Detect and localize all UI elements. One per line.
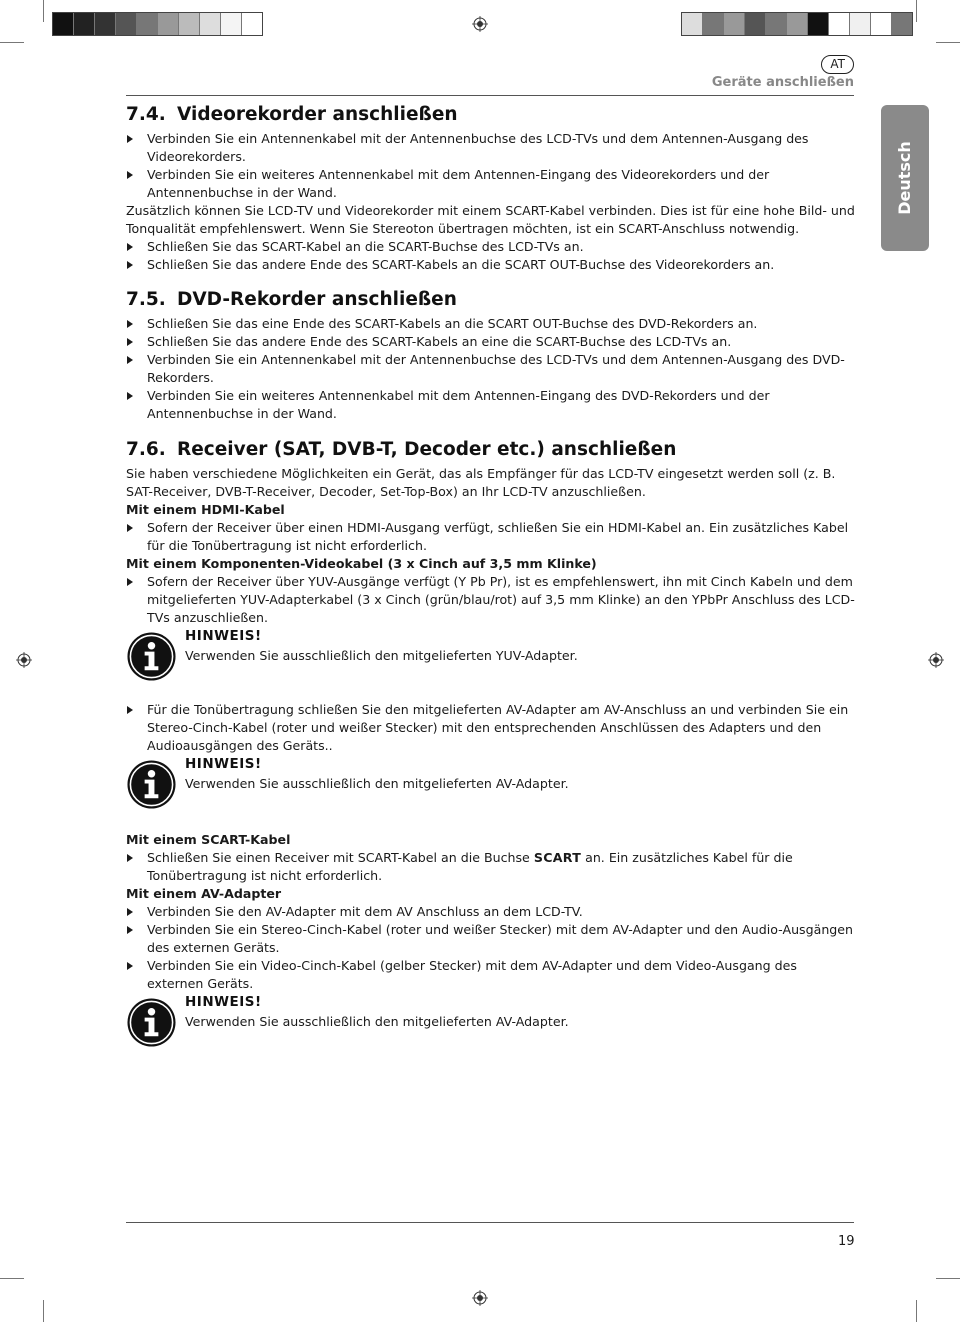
note-box [126, 755, 856, 811]
list-item: Verbinden Sie ein weiteres Antennenkabel mit dem Antennen-Eingang des DVD-Rekorders und der Antennenbuchse in der Wand. [126, 387, 856, 423]
bullet-arrow-icon [127, 356, 133, 364]
language-tab [881, 105, 929, 251]
note-box [126, 627, 856, 683]
section-heading: 7.5. DVD-Rekorder anschließen [126, 289, 457, 310]
crop-mark [0, 1278, 24, 1279]
list-item: Verbinden Sie ein weiteres Antennenkabel mit dem Antennen-Eingang des Videorekorders und der Antennenbuchse in der Wand. [126, 166, 856, 202]
bullet-arrow-icon [127, 962, 133, 970]
list-item: Schließen Sie das SCART-Kabel an die SCART-Buchse des LCD-TVs an. [126, 238, 856, 256]
note-box [126, 993, 856, 1049]
list-item: Schließen Sie das andere Ende des SCART-Kabels an eine die SCART-Buchse des LCD-TVs an. [126, 333, 856, 351]
bullet-arrow-icon [127, 171, 133, 179]
registration-target-icon [16, 652, 32, 668]
section-7-4 [126, 103, 856, 274]
paragraph: Sie haben verschiedene Möglichkeiten ein Gerät, das als Empfänger für das LCD-TV eingesetzt werden soll (z. B. SAT-Receiver, DVB-T-Receiver, Decoder, Set-Top-Box) an Ihr LCD-TV anzuschließen. [126, 466, 836, 499]
info-icon [126, 997, 177, 1048]
connector-name: SCART [533, 850, 582, 865]
footer-rule [126, 1222, 854, 1223]
language-tab-label: Deutsch [895, 141, 914, 215]
crop-mark [916, 1300, 917, 1322]
crop-mark [916, 0, 917, 22]
list-item: Verbinden Sie ein Antennenkabel mit der Antennenbuchse des LCD-TVs und dem Antennen-Ausgang des Videorekorders. [126, 130, 856, 166]
list-item: Sofern der Receiver über einen HDMI-Ausgang verfügt, schließen Sie ein HDMI-Kabel an. Ein zusätzliches Kabel für die Tonübertragung ist nicht erforderlich. [126, 519, 856, 555]
subheading: Mit einem HDMI-Kabel [126, 502, 285, 517]
list-item: Schließen Sie das andere Ende des SCART-Kabels an die SCART OUT-Buchse des Videorekorders an. [126, 256, 856, 274]
crop-mark [43, 0, 44, 22]
info-icon [126, 759, 177, 810]
color-bar-left [52, 12, 263, 36]
crop-mark [936, 42, 960, 43]
note-title: HINWEIS! [185, 756, 262, 772]
registration-target-icon [928, 652, 944, 668]
section-7-5 [126, 288, 856, 423]
paragraph: Zusätzlich können Sie LCD-TV und Videorekorder mit einem SCART-Kabel verbinden. Dies ist für eine hohe Bild- und Tonqualität empfehlenswert. Wenn Sie Stereoton übertragen möchten, ist ein SCART-Anschluss notwendig. [126, 203, 855, 236]
crop-mark [936, 1278, 960, 1279]
country-badge: AT [821, 55, 854, 74]
bullet-arrow-icon [127, 261, 133, 269]
bullet-arrow-icon [127, 854, 133, 862]
note-title: HINWEIS! [185, 628, 262, 644]
bullet-arrow-icon [127, 338, 133, 346]
note-title: HINWEIS! [185, 994, 262, 1010]
bullet-arrow-icon [127, 135, 133, 143]
bullet-arrow-icon [127, 243, 133, 251]
page-header [712, 55, 854, 91]
bullet-arrow-icon [127, 524, 133, 532]
note-text: Verwenden Sie ausschließlich den mitgelieferten YUV-Adapter. [185, 648, 578, 663]
bullet-arrow-icon [127, 320, 133, 328]
section-name: Geräte anschließen [711, 75, 854, 90]
bullet-arrow-icon [127, 392, 133, 400]
note-text: Verwenden Sie ausschließlich den mitgelieferten AV-Adapter. [185, 776, 569, 791]
note-text: Verwenden Sie ausschließlich den mitgelieferten AV-Adapter. [185, 1014, 569, 1029]
info-icon [126, 631, 177, 682]
list-item: Verbinden Sie ein Stereo-Cinch-Kabel (roter und weißer Stecker) mit dem AV-Adapter und den Audio-Ausgängen des externen Geräts. [126, 921, 856, 957]
section-7-6 [126, 438, 856, 1049]
page-number: 19 [838, 1234, 855, 1249]
bullet-arrow-icon [127, 926, 133, 934]
bullet-arrow-icon [127, 706, 133, 714]
header-rule [126, 95, 854, 96]
subheading: Mit einem Komponenten-Videokabel (3 x Cinch auf 3,5 mm Klinke) [126, 556, 597, 571]
section-heading: 7.6. Receiver (SAT, DVB-T, Decoder etc.) anschließen [126, 439, 677, 460]
registration-target-icon [472, 1290, 488, 1306]
list-item: Schließen Sie das eine Ende des SCART-Kabels an die SCART OUT-Buchse des DVD-Rekorders an. [126, 315, 856, 333]
list-item: Schließen Sie einen Receiver mit SCART-Kabel an die Buchse SCART an. Ein zusätzliches Kabel für die Tonübertragung ist nicht erforderlich. [126, 849, 856, 885]
section-heading: 7.4. Videorekorder anschließen [126, 104, 458, 125]
bullet-arrow-icon [127, 578, 133, 586]
list-item: Sofern der Receiver über YUV-Ausgänge verfügt (Y Pb Pr), ist es empfehlenswert, ihn mit Cinch Kabeln und dem mitgelieferten YUV-Adapterkabel (3 x Cinch (grün/blau/rot) auf 3,5 mm Klinke) an den YPbPr Anschluss des LCD-TVs anzuschließen. [126, 573, 856, 627]
subheading: Mit einem AV-Adapter [126, 886, 282, 901]
bullet-arrow-icon [127, 908, 133, 916]
subheading: Mit einem SCART-Kabel [126, 832, 291, 847]
color-bar-right [681, 12, 913, 36]
list-item: Für die Tonübertragung schließen Sie den mitgelieferten AV-Adapter am AV-Anschluss an und verbinden Sie ein Stereo-Cinch-Kabel (roter und weißer Stecker) mit den entsprechenden Anschlüssen des Adapters und den Audioausgängen des Geräts.. [126, 701, 856, 755]
crop-mark [43, 1300, 44, 1322]
list-item: Verbinden Sie ein Antennenkabel mit der Antennenbuchse des LCD-TVs und dem Antennen-Ausgang des DVD-Rekorders. [126, 351, 856, 387]
crop-mark [0, 42, 24, 43]
list-item: Verbinden Sie ein Video-Cinch-Kabel (gelber Stecker) mit dem AV-Adapter und dem Video-Ausgang des externen Geräts. [126, 957, 856, 993]
list-item: Verbinden Sie den AV-Adapter mit dem AV Anschluss an dem LCD-TV. [126, 903, 856, 921]
registration-target-icon [472, 16, 488, 32]
